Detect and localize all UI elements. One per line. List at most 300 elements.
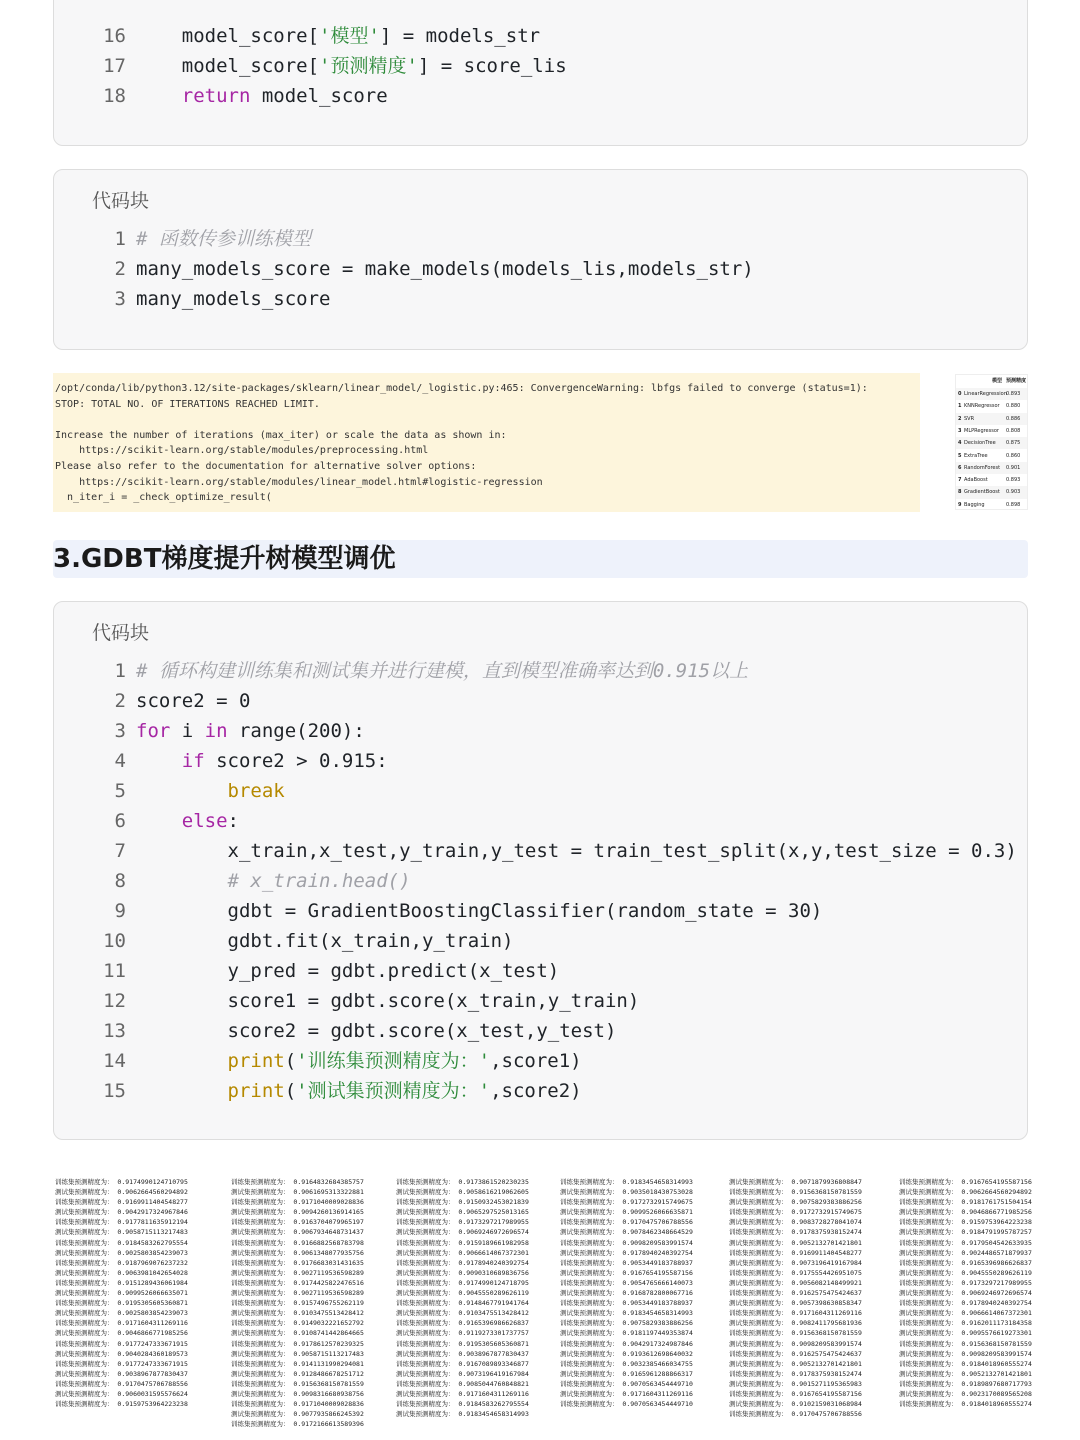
table-header-model: 模型 [992, 378, 1003, 384]
code-line [54, 51, 1027, 81]
output-line: 测试集预测精度为： 0.9098209583991574 [729, 1339, 862, 1348]
output-line: 训练集预测精度为： 0.9178940240392754 [899, 1299, 1032, 1308]
code-line [54, 836, 1027, 866]
output-line: 训练集预测精度为： 0.9172166613589396 [231, 1420, 364, 1429]
output-line: 训练集预测精度为： 0.9163704079965197 [231, 1218, 364, 1227]
row-index: 4 [958, 440, 962, 447]
output-line: 测试集预测精度为： 0.9171604311269116 [560, 1389, 693, 1398]
code-token [136, 1080, 228, 1102]
output-line: 测试集预测精度为： 0.9099526066635071 [55, 1289, 188, 1298]
output-line: 训练集预测精度为： 0.9162575475424637 [729, 1289, 862, 1298]
code-text [136, 986, 639, 1016]
code-token: '测试集预测精度为：' [296, 1080, 491, 1102]
output-line: 测试集预测精度为： 0.9184791995787257 [899, 1228, 1032, 1237]
code-text [136, 254, 754, 284]
code-block-2 [53, 169, 1028, 350]
code-line [54, 956, 1027, 986]
code-token: '预测精度' [319, 55, 418, 77]
code-token: ( [284, 1050, 297, 1072]
output-line: 训练集预测精度为： 0.9177247333671915 [55, 1359, 188, 1368]
code-text [136, 656, 748, 686]
code-text [136, 224, 311, 254]
warning-line: STOP: TOTAL NO. OF ITERATIONS REACHED LIMIT. [55, 398, 320, 410]
output-line: 训练集预测精度为： 0.9053449183788937 [560, 1299, 693, 1308]
code-text [136, 21, 540, 51]
warning-line: Increase the number of iterations (max_iter) or scale the data as shown in: [55, 429, 507, 441]
output-line: 测试集预测精度为： 0.9045550289626119 [899, 1268, 1032, 1277]
output-line: 训练集预测精度为： 0.9172732915749675 [729, 1208, 862, 1217]
output-line: 测试集预测精度为： 0.9069246972696574 [899, 1289, 1032, 1298]
output-line: 训练集预测精度为： 0.9184018960555274 [899, 1359, 1032, 1368]
row-index: 3 [958, 427, 962, 434]
output-line: 训练集预测精度为： 0.9165396986626837 [396, 1319, 529, 1328]
output-line: 训练集预测精度为： 0.9169911404548277 [55, 1198, 188, 1207]
code-block-top [53, 0, 1028, 146]
warning-line: Please also refer to the documentation for alternative solver options: [55, 460, 477, 472]
output-line: 测试集预测精度为： 0.9167654195587156 [560, 1268, 693, 1277]
output-line: 训练集预测精度为： 0.9085044760848821 [396, 1379, 529, 1388]
score-value: 0.898 [1006, 501, 1021, 508]
output-line: 训练集预测精度为： 0.9178940240392754 [396, 1258, 529, 1267]
code-token: '模型' [319, 25, 380, 47]
code-token: in [204, 720, 228, 742]
output-line: 训练集预测精度为： 0.9187969076237232 [55, 1258, 188, 1267]
output-line: 训练集预测精度为： 0.9174990124710795 [55, 1178, 188, 1186]
code-line [54, 21, 1027, 51]
line-number: 17 [103, 55, 126, 77]
output-line: 测试集预测精度为： 0.9119273301737757 [396, 1329, 529, 1338]
code-token: else [181, 810, 228, 832]
output-column [231, 1177, 381, 1429]
output-line: 训练集预测精度为： 0.9167654195587156 [729, 1389, 862, 1398]
output-line: 训练集预测精度为： 0.9195305605360871 [55, 1299, 188, 1308]
output-line: 训练集预测精度为： 0.9184583262795554 [396, 1400, 529, 1409]
code-token: score2 > 0.915: [204, 750, 388, 772]
line-number: 11 [103, 960, 126, 982]
output-line: 测试集预测精度为： 0.9073196419167984 [729, 1258, 862, 1267]
output-line: 测试集预测精度为： 0.9193612698640032 [560, 1349, 693, 1358]
code-line [54, 986, 1027, 1016]
code-token: score1 = gdbt.score(x_train,y_train) [136, 990, 640, 1012]
line-number: 8 [114, 870, 126, 892]
code-text [136, 836, 1017, 866]
code-token: break [227, 780, 285, 802]
model-name: Bagging [964, 501, 985, 508]
output-line: 测试集预测精度为： 0.9181197449353874 [560, 1329, 693, 1338]
code-text [136, 896, 822, 926]
output-line: 训练集预测精度为： 0.9156368150781559 [899, 1339, 1032, 1348]
line-number: 2 [114, 258, 126, 280]
code-token: model_score[ [136, 25, 320, 47]
output-line: 测试集预测精度为： 0.9171604311269116 [396, 1389, 529, 1398]
code-token: ( [284, 1080, 297, 1102]
table-row [956, 450, 1027, 462]
code-line [54, 1046, 1027, 1076]
code-token: print [227, 1050, 285, 1072]
output-line: 训练集预测精度为： 0.9150932453021839 [396, 1198, 529, 1207]
code-token: gdbt = GradientBoostingClassifier(random_state = 30) [136, 900, 823, 922]
output-line: 测试集预测精度为： 0.9025803854239073 [55, 1309, 188, 1318]
output-line: 测试集预测精度为： 0.9069246972696574 [396, 1228, 529, 1237]
table-row [956, 474, 1027, 486]
output-line: 训练集预测精度为： 0.9162575475424637 [729, 1349, 862, 1358]
output-column [396, 1177, 546, 1419]
table-header [956, 375, 1027, 387]
output-line: 训练集预测精度为： 0.9183454658314993 [560, 1178, 693, 1186]
output-line: 训练集预测精度为： 0.9156368150781559 [729, 1329, 862, 1338]
line-number: 9 [114, 900, 126, 922]
output-line: 测试集预测精度为： 0.9165961288866317 [560, 1369, 693, 1378]
line-number: 12 [103, 990, 126, 1012]
code-block-label: 代码块 [92, 190, 150, 212]
output-line: 测试集预测精度为： 0.9077935866245392 [231, 1410, 364, 1419]
code-token [136, 810, 182, 832]
output-line: 测试集预测精度为： 0.9025803854239073 [55, 1248, 188, 1257]
code-line [54, 746, 1027, 776]
score-value: 0.901 [1006, 464, 1021, 471]
output-line: 测试集预测精度为： 0.9057398630858347 [729, 1299, 862, 1308]
table-row [956, 400, 1027, 412]
code-token: many_models_score = make_models(models_lis,models_str) [136, 258, 754, 280]
output-line: 训练集预测精度为： 0.9162011173184358 [899, 1319, 1032, 1328]
code-token: many_models_score [136, 288, 331, 310]
code-token: gdbt.fit(x_train,y_train) [136, 930, 514, 952]
warning-output [53, 373, 920, 512]
code-line [54, 866, 1027, 896]
output-line: 训练集预测精度为： 0.9171040009028836 [231, 1198, 364, 1207]
model-name: SVR [964, 415, 975, 422]
output-line: 训练集预测精度为： 0.9178375938152474 [729, 1369, 862, 1378]
code-token: '训练集预测精度为：' [296, 1050, 491, 1072]
score-value: 0.860 [1006, 452, 1021, 459]
code-text [136, 81, 388, 111]
code-block-3 [53, 601, 1028, 1140]
model-name: RandomForest [964, 464, 1001, 471]
output-line: 训练集预测精度为： 0.9141131990294081 [231, 1359, 364, 1368]
score-value: 0.875 [1006, 440, 1021, 447]
code-token: for [136, 720, 171, 742]
code-text [136, 776, 285, 806]
output-line: 训练集预测精度为： 0.9175554426951075 [729, 1268, 862, 1277]
line-number: 6 [114, 810, 126, 832]
code-block-label: 代码块 [92, 622, 150, 644]
table-row [956, 388, 1027, 400]
score-value: 0.893 [1006, 477, 1021, 484]
output-column [729, 1177, 879, 1419]
code-text [136, 956, 559, 986]
warning-line: https://scikit-learn.org/stable/modules/linear_model.html#logistic-regression [55, 476, 543, 488]
model-name: MLPRegressor [964, 427, 999, 434]
output-line: 测试集预测精度为： 0.9038967877830437 [396, 1349, 529, 1358]
table-row [956, 462, 1027, 474]
model-name: DecisionTree [964, 440, 996, 447]
output-line: 测试集预测精度为： 0.9061348077935756 [231, 1248, 364, 1257]
line-number: 7 [114, 840, 126, 862]
row-index: 5 [958, 452, 962, 459]
code-token: if [181, 750, 205, 772]
result-table [955, 374, 1028, 510]
output-line: 训练集预测精度为： 0.9157496755262119 [231, 1299, 364, 1308]
code-token [136, 870, 228, 892]
code-token: ,score1) [490, 1050, 582, 1072]
code-line [54, 1076, 1027, 1106]
output-line: 测试集预测精度为： 0.9090310689836756 [396, 1268, 529, 1277]
output-line: 训练集预测精度为： 0.9177811635912194 [55, 1218, 188, 1227]
output-line: 测试集预测精度为： 0.9102159031068984 [729, 1400, 862, 1409]
output-line: 训练集预测精度为： 0.9156368150781559 [231, 1379, 364, 1388]
score-value: 0.880 [1006, 403, 1021, 410]
output-line: 测试集预测精度为： 0.9015271195365983 [729, 1379, 862, 1388]
output-line: 训练集预测精度为： 0.9170475706788556 [55, 1379, 188, 1388]
output-line: 测试集预测精度为： 0.9083728278041074 [729, 1218, 862, 1227]
line-number: 5 [114, 780, 126, 802]
code-text [136, 926, 514, 956]
output-line: 测试集预测精度为： 0.9103475513428412 [396, 1309, 529, 1318]
code-line [54, 656, 1027, 686]
code-token [136, 780, 228, 802]
output-line: 训练集预测精度为： 0.9148467791941764 [396, 1299, 529, 1308]
score-value: 0.903 [1006, 489, 1021, 496]
output-line: 测试集预测精度为： 0.9103475513428412 [231, 1309, 364, 1318]
line-number: 10 [103, 930, 126, 952]
output-line: 训练集预测精度为： 0.9172732915749675 [560, 1198, 693, 1207]
row-index: 0 [958, 391, 962, 397]
code-line [54, 224, 1027, 254]
line-number: 1 [114, 660, 126, 682]
output-line: 测试集预测精度为： 0.9063981042654028 [55, 1268, 188, 1277]
output-line: 训练集预测精度为： 0.9032385466034755 [560, 1359, 693, 1368]
warning-lines [55, 381, 918, 506]
output-line: 测试集预测精度为： 0.9038967877830437 [55, 1369, 188, 1378]
warning-line: https://scikit-learn.org/stable/modules/preprocessing.html [55, 445, 429, 457]
code-token [136, 1050, 228, 1072]
table-row [956, 425, 1027, 437]
output-line: 训练集预测精度为： 0.9176683031431635 [231, 1258, 364, 1267]
code-token: # x_train.head() [227, 870, 411, 892]
output-column [560, 1177, 710, 1412]
line-number: 16 [103, 25, 126, 47]
output-line: 训练集预测精度为： 0.9159753964223238 [55, 1400, 188, 1409]
output-line: 训练集预测精度为： 0.9171040009028836 [231, 1400, 364, 1409]
output-line: 测试集预测精度为： 0.9183454658314993 [560, 1309, 693, 1318]
code-text [136, 746, 388, 776]
line-number: 4 [114, 750, 126, 772]
code-text [136, 866, 411, 896]
output-line: 测试集预测精度为： 0.9056082148499921 [729, 1278, 862, 1287]
output-line: 训练集预测精度为： 0.9159753964223238 [899, 1218, 1032, 1227]
output-line: 测试集预测精度为： 0.9066614067372301 [396, 1248, 529, 1257]
code-token: : [227, 810, 239, 832]
output-line: 训练集预测精度为： 0.9178612570239325 [231, 1339, 364, 1348]
output-line: 测试集预测精度为： 0.9052132701421801 [899, 1369, 1032, 1378]
output-line: 测试集预测精度为： 0.9060031595576624 [55, 1389, 188, 1398]
code-text [136, 806, 239, 836]
code-token: i [170, 720, 205, 742]
output-line: 训练集预测精度为： 0.9164832684385757 [231, 1178, 364, 1186]
output-line: 测试集预测精度为： 0.9078462348664529 [560, 1228, 693, 1237]
code-line [54, 81, 1027, 111]
line-number: 18 [103, 85, 126, 107]
code-text [136, 716, 365, 746]
code-token [136, 750, 182, 772]
code-line [54, 926, 1027, 956]
table-row [956, 499, 1027, 511]
output-column [55, 1177, 205, 1412]
code-line [54, 806, 1027, 836]
output-line: 测试集预测精度为： 0.9058616219062605 [396, 1188, 529, 1197]
output-line: 测试集预测精度为： 0.9178940240392754 [560, 1248, 693, 1257]
output-line: 训练集预测精度为： 0.9173297217989955 [396, 1218, 529, 1227]
code-token: score2 = gdbt.score(x_test,y_test) [136, 1020, 617, 1042]
output-line: 训练集预测精度为： 0.9070563454449710 [560, 1379, 693, 1388]
output-line: 训练集预测精度为： 0.9151289436061984 [55, 1278, 188, 1287]
code-token: ,score2) [490, 1080, 582, 1102]
warning-line: n_iter_i = _check_optimize_result( [55, 492, 272, 504]
code-token: # 循环构建训练集和测试集并进行建模，直到模型准确率达到0.915以上 [136, 660, 749, 682]
model-name: ExtraTree [964, 452, 988, 459]
code-token: y_pred = gdbt.predict(x_test) [136, 960, 560, 982]
code-token: range(200): [227, 720, 365, 742]
output-line: 测试集预测精度为： 0.9098209583991574 [899, 1349, 1032, 1358]
output-line: 测试集预测精度为： 0.9094260136914165 [231, 1208, 364, 1217]
code-line [54, 284, 1027, 314]
score-value: 0.886 [1006, 415, 1021, 422]
output-line: 训练集预测精度为： 0.9173861520230235 [396, 1178, 529, 1186]
output-line: 训练集预测精度为： 0.9167654195587156 [899, 1178, 1032, 1186]
output-line: 测试集预测精度为： 0.9075829383886256 [729, 1198, 862, 1207]
code-text [136, 686, 250, 716]
output-line: 训练集预测精度为： 0.9171604311269116 [55, 1319, 188, 1328]
row-index: 2 [958, 415, 962, 422]
output-line: 训练集预测精度为： 0.9173297217989955 [899, 1278, 1032, 1287]
output-line: 训练集预测精度为： 0.9181761751504154 [899, 1198, 1032, 1207]
output-line: 测试集预测精度为： 0.9168782800067716 [560, 1289, 693, 1298]
table-row [956, 437, 1027, 449]
output-line: 测试集预测精度为： 0.9027119536598289 [231, 1289, 364, 1298]
output-line: 测试集预测精度为： 0.9073196419167984 [396, 1369, 529, 1378]
output-line: 测试集预测精度为： 0.9035018430753028 [560, 1188, 693, 1197]
output-line: 测试集预测精度为： 0.9061695313322881 [231, 1188, 364, 1197]
row-index: 8 [958, 489, 962, 496]
section-title: 3.GDBT梯度提升树模型调优 [53, 544, 396, 574]
output-line: 训练集预测精度为： 0.9169911404548277 [729, 1248, 862, 1257]
code-token: # 函数传参训练模型 [136, 228, 311, 250]
output-line: 测试集预测精度为： 0.9052132701421801 [729, 1238, 862, 1247]
model-name: GradientBoost [964, 489, 1000, 496]
output-line: 测试集预测精度为： 0.9082411795681936 [729, 1319, 862, 1328]
output-line: 训练集预测精度为： 0.9149032221652792 [231, 1319, 364, 1328]
output-line: 测试集预测精度为： 0.9045550289626119 [396, 1289, 529, 1298]
output-line: 测试集预测精度为： 0.9058715113217483 [55, 1228, 188, 1237]
line-number: 14 [103, 1050, 126, 1072]
output-line: 训练集预测精度为： 0.9171604311269116 [729, 1309, 862, 1318]
output-line: 测试集预测精度为： 0.9062664560294892 [55, 1188, 188, 1197]
output-line: 测试集预测精度为： 0.9098316680938756 [231, 1389, 364, 1398]
output-line: 训练集预测精度为： 0.9177247333671915 [55, 1339, 188, 1348]
code-text [136, 1076, 582, 1106]
output-line: 测试集预测精度为： 0.9128486678251712 [231, 1369, 364, 1378]
output-line: 训练集预测精度为： 0.9178375938152474 [729, 1228, 862, 1237]
output-line: 训练集预测精度为： 0.9098209583991574 [560, 1238, 693, 1247]
score-value: 0.893 [1006, 391, 1021, 397]
code-line [54, 776, 1027, 806]
table-row [956, 486, 1027, 498]
output-line: 训练集预测精度为： 0.9075829383886256 [560, 1319, 693, 1328]
output-line: 训练集预测精度为： 0.9167089893346877 [396, 1359, 529, 1368]
warning-line: /opt/conda/lib/python3.12/site-packages/sklearn/linear_model/_logistic.py:465: ConvergenceWarning: lbfgs failed to converge (status=1): [55, 383, 868, 394]
output-line: 训练集预测精度为： 0.9054765666140073 [560, 1278, 693, 1287]
output-line: 测试集预测精度为： 0.9046866771985256 [899, 1208, 1032, 1217]
code-line [54, 896, 1027, 926]
output-line: 测试集预测精度为： 0.9040284360189573 [55, 1349, 188, 1358]
output-line: 测试集预测精度为： 0.9183454658314993 [396, 1410, 529, 1419]
output-line: 测试集预测精度为： 0.9062664560294892 [899, 1188, 1032, 1197]
output-column [899, 1177, 1049, 1412]
output-line: 测试集预测精度为： 0.9099526066635871 [560, 1208, 693, 1217]
output-line: 测试集预测精度为： 0.9027119536598289 [231, 1268, 364, 1277]
line-number: 3 [114, 720, 126, 742]
output-line: 训练集预测精度为： 0.9170475706788556 [729, 1410, 862, 1419]
output-line: 测试集预测精度为： 0.9071879936808847 [729, 1178, 862, 1186]
output-line: 测试集预测精度为： 0.9023170089565208 [899, 1389, 1032, 1398]
code-line [54, 716, 1027, 746]
output-line: 训练集预测精度为： 0.9174425822476516 [231, 1278, 364, 1287]
code-token [136, 85, 182, 107]
code-token: model_score [250, 85, 388, 107]
code-line [54, 254, 1027, 284]
code-token: ] = models_str [379, 25, 541, 47]
output-line: 训练集预测精度为： 0.9184583262795554 [55, 1238, 188, 1247]
output-line: 测试集预测精度为： 0.9024486571879937 [899, 1248, 1032, 1257]
output-line: 测试集预测精度为： 0.9065297525013165 [396, 1208, 529, 1217]
output-line: 训练集预测精度为： 0.9165396986626837 [899, 1258, 1032, 1267]
code-text [136, 284, 330, 314]
code-token: print [227, 1080, 285, 1102]
code-text [136, 1046, 582, 1076]
code-line [54, 686, 1027, 716]
warning-line [55, 412, 918, 428]
code-token: score2 = 0 [136, 690, 251, 712]
code-line [54, 1016, 1027, 1046]
table-row [956, 413, 1027, 425]
line-number: 13 [103, 1020, 126, 1042]
line-number: 3 [114, 288, 126, 310]
code-text [136, 51, 567, 81]
output-line: 训练集预测精度为： 0.9195305605360871 [396, 1339, 529, 1348]
model-name: KNNRegressor [964, 403, 1000, 410]
output-line: 训练集预测精度为： 0.9156368150781559 [729, 1188, 862, 1197]
code-text [136, 1016, 616, 1046]
output-line: 训练集预测精度为： 0.9189897680717793 [899, 1379, 1032, 1388]
output-line: 测试集预测精度为： 0.9066614067372301 [899, 1309, 1032, 1318]
row-index: 7 [958, 477, 962, 484]
output-line: 测试集预测精度为： 0.9067934648731437 [231, 1228, 364, 1237]
model-name: AdaBoost [964, 477, 988, 484]
output-line: 测试集预测精度为： 0.9046866771985256 [55, 1329, 188, 1338]
output-line: 测试集预测精度为： 0.9052132701421801 [729, 1359, 862, 1368]
output-line: 训练集预测精度为： 0.9166882568783798 [231, 1238, 364, 1247]
line-number: 15 [103, 1080, 126, 1102]
line-number: 1 [114, 228, 126, 250]
code-token: model_score[ [136, 55, 320, 77]
output-line: 训练集预测精度为： 0.9070563454449710 [560, 1400, 693, 1409]
score-value: 0.808 [1006, 427, 1021, 434]
output-line: 训练集预测精度为： 0.9170475706788556 [560, 1218, 693, 1227]
section-heading [53, 540, 1028, 578]
line-number: 2 [114, 690, 126, 712]
code-token: ] = score_lis [417, 55, 567, 77]
output-line: 训练集预测精度为： 0.9174990124718795 [396, 1278, 529, 1287]
